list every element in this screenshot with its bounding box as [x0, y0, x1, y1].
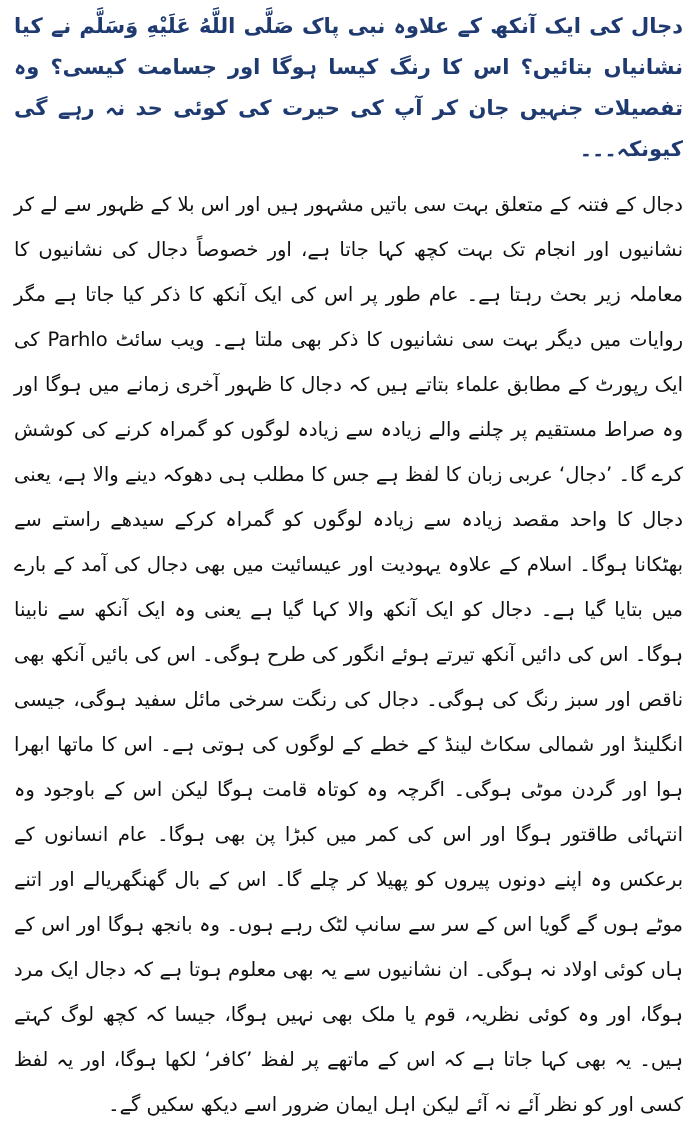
- article-body: دجال کے فتنہ کے متعلق بہت سی باتیں مشہور ہیں اور اس بلا کے ظہور سے لے کر نشانیوں اور انجام تک بہت کچھ کہا جاتا ہے، اور خصوصاً دجال کی نشانیوں کا معاملہ زیر بحث رہتا ہے۔ عام طور پر اس کی ایک آنکھ کا ذکر کیا جاتا ہے مگر روایات میں دیگر بہت سی نشانیوں کا ذکر بھی ملتا ہے۔ ویب سائٹ Parhlo کی ایک رپورٹ کے مطابق علماء بتاتے ہیں کہ دجال کا ظہور آخری زمانے میں ہوگا اور وہ صراط مستقیم پر چلنے والے زیادہ سے زیادہ لوگوں کو گمراہ کرنے کی کوشش کرے گا۔ ’دجال‘ عربی زبان کا لفظ ہے جس کا مطلب ہی دھوکہ دینے والا ہے، یعنی دجال کا واحد مقصد زیادہ سے زیادہ لوگوں کو گمراہ کرکے سیدھے راستے سے بھٹکانا ہوگا۔ اسلام کے علاوہ یہودیت اور عیسائیت میں بھی دجال کی آمد کے بارے میں بتایا گیا ہے۔ دجال کو ایک آنکھ والا کہا گیا ہے یعنی وہ ایک آنکھ سے نابینا ہوگا۔ اس کی دائیں آنکھ تیرتے ہوئے انگور کی طرح ہوگی۔ اس کی بائیں آنکھ بھی ناقص اور سبز رنگ کی ہوگی۔ دجال کی رنگت سرخی مائل سفید ہوگی، جیسی انگلینڈ اور شمالی سکاٹ لینڈ کے خطے کے لوگوں کی ہوتی ہے۔ اس کا ماتھا ابھرا ہوا اور گردن موٹی ہوگی۔ اگرچہ وہ کوتاہ قامت ہوگا لیکن اس کے باوجود وہ انتہائی طاقتور ہوگا اور اس کی کمر میں کبڑا پن بھی ہوگا۔ عام انسانوں کے برعکس وہ اپنے دونوں پیروں کو پھیلا کر چلے گا۔ اس کے بال گھنگھریالے اور اتنے موٹے ہوں گے گویا اس کے سر سے سانپ لٹک رہے ہوں۔ وہ بانجھ ہوگا اور اس کے ہاں کوئی اولاد نہ ہوگی۔ ان نشانیوں سے یہ بھی معلوم ہوتا ہے کہ دجال ایک مرد ہوگا، اور وہ کوئی نظریہ، قوم یا ملک بھی نہیں ہوگا، جیسا کہ کچھ لوگ کہتے ہیں۔ یہ بھی کہا جاتا ہے کہ اس کے ماتھے پر لفظ ’کافر‘ لکھا ہوگا، اور یہ لفظ کسی اور کو نظر آئے نہ آئے لیکن اہل ایمان ضرور اسے دیکھ سکیں گے۔: [14, 193, 683, 1116]
- article-heading: دجال کی ایک آنکھ کے علاوہ نبی پاک صَلَّى اللَّهُ عَلَيْهِ وَسَلَّم نے کیا نشانیاں بتائیں؟ اس کا رنگ کیسا ہوگا اور جسامت کیسی؟ وہ تفصیلات جنہیں جان کر آپ کی حیرت کی کوئی حد نہ رہے گی کیونکہ۔۔۔: [14, 14, 683, 161]
